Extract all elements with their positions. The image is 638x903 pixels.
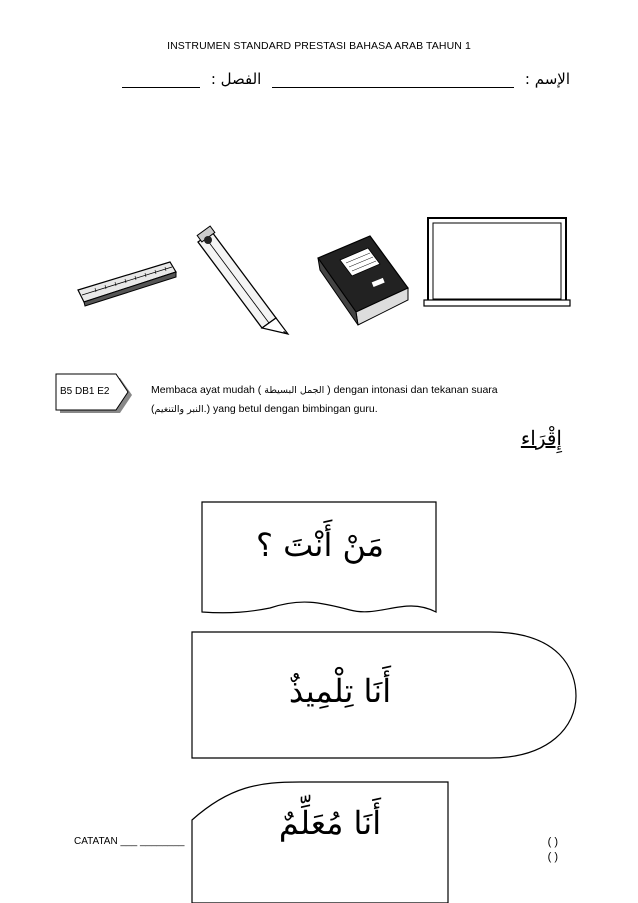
name-field[interactable] (272, 75, 514, 88)
notes-label: CATATAN (74, 836, 118, 847)
section-heading: إِقْرَاء (520, 426, 562, 450)
page-header-title: INSTRUMEN STANDARD PRESTASI BAHASA ARAB TAHUN 1 (167, 40, 471, 52)
instr-line1-post: ) dengan intonasi dan tekanan suara (327, 384, 498, 396)
whiteboard-image (424, 218, 570, 306)
instr-line2-arabic: النبر والتنغيم (154, 404, 204, 415)
learning-standard-description (151, 381, 531, 419)
class-label: الفصل : (210, 70, 262, 88)
score-bracket-2[interactable]: ( ) (547, 851, 558, 863)
score-bracket-1[interactable]: ( ) (547, 836, 558, 848)
class-field[interactable] (122, 75, 200, 88)
ruler-image (78, 262, 176, 306)
instr-line1-pre: Membaca ayat mudah ( (151, 384, 262, 396)
student-info-line (110, 70, 570, 96)
instr-line1-arabic: الجمل البسيطة (264, 385, 325, 396)
notes-line (74, 836, 184, 847)
notes-field[interactable]: ___ ________ (120, 836, 185, 847)
instr-line2-pre: ( (151, 403, 155, 415)
book-image (318, 236, 408, 325)
card-3-text: أَنَا مُعَلِّمٌ (278, 804, 382, 842)
standard-code: B5 DB1 E2 (60, 386, 110, 397)
card-2-text: أَنَا تِلْمِيذٌ (288, 672, 392, 710)
pencil-image (197, 226, 288, 334)
name-label: الإسم : (524, 70, 570, 88)
instr-line2-post: .) yang betul dengan bimbingan guru. (203, 403, 378, 415)
illustrations (0, 200, 638, 350)
card-1-text: مَنْ أَنْتَ ؟ (255, 526, 385, 564)
